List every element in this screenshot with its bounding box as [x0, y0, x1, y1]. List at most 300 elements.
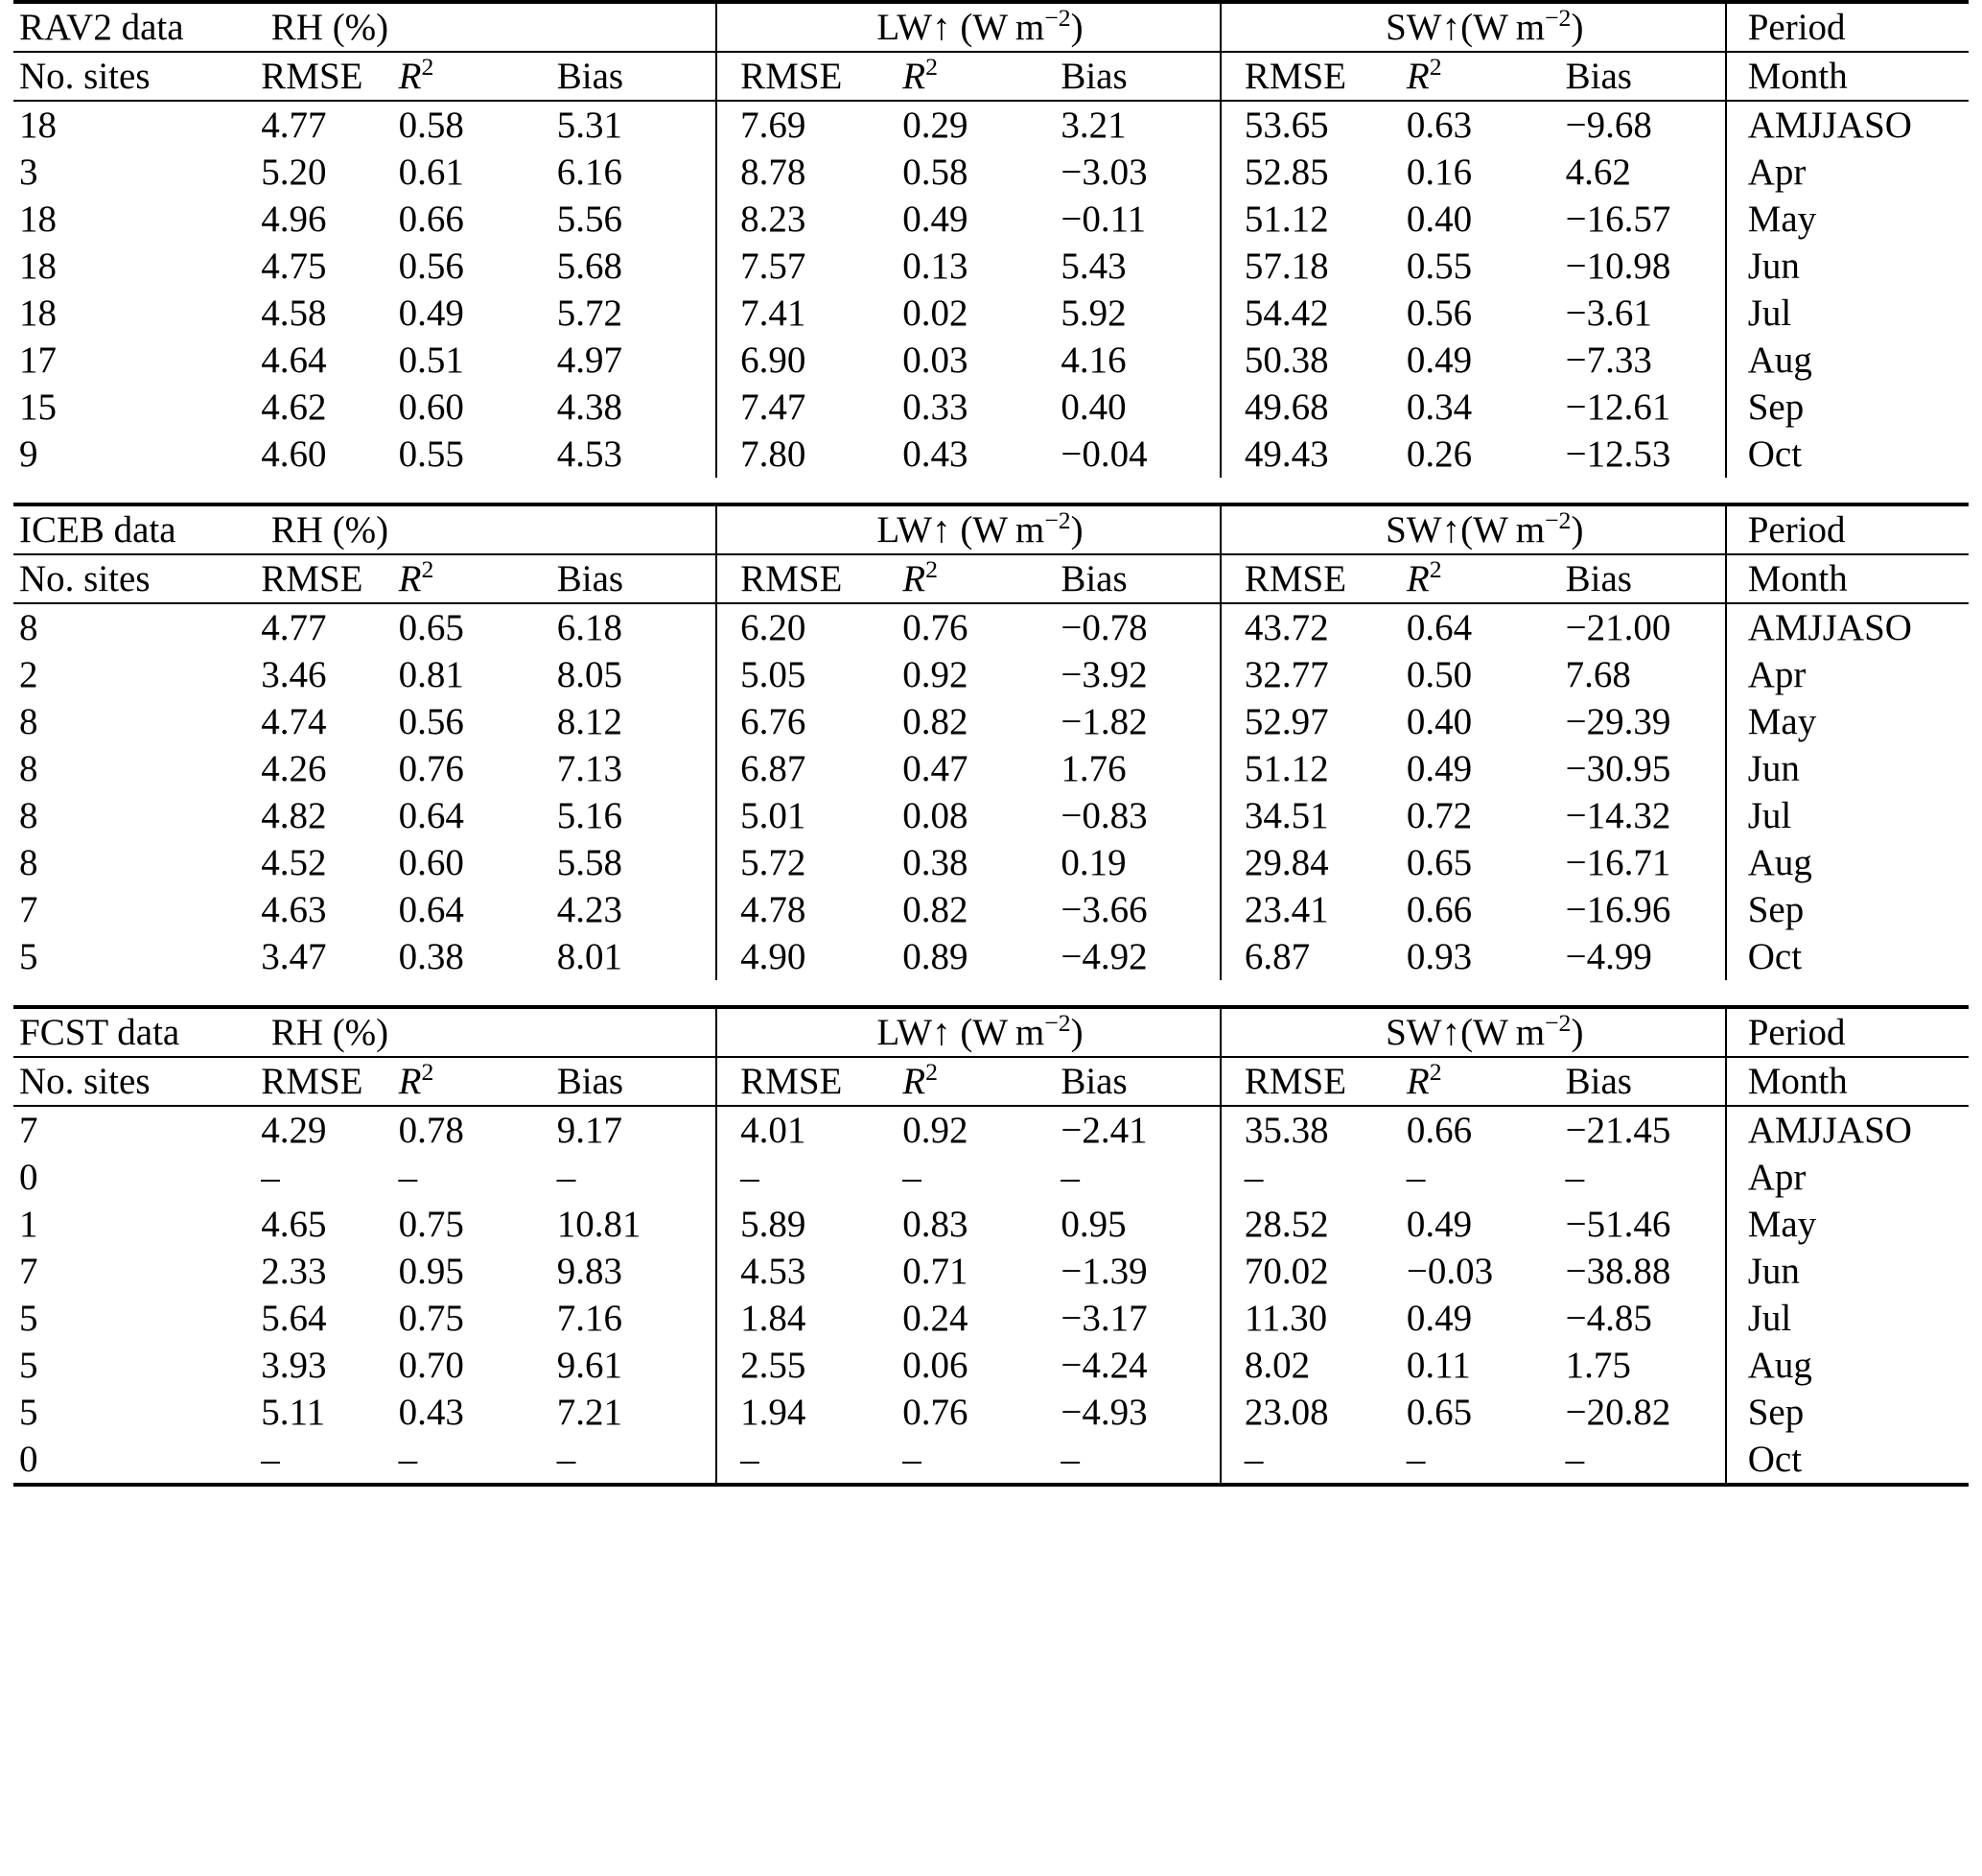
cell-rh-rmse: 4.77: [238, 603, 398, 651]
cell-sw-r2: 0.40: [1406, 701, 1473, 742]
cell-no-sites: 2: [19, 654, 38, 695]
cell-no-sites: 17: [19, 340, 57, 381]
cell-lw-rmse: 1.84: [716, 1295, 902, 1342]
header-month: Month: [1726, 554, 1969, 603]
table-row: [13, 196, 1969, 243]
cell-lw-rmse: 7.47: [716, 384, 902, 431]
cell-rh-r2: 0.38: [398, 936, 464, 977]
cell-month: Apr: [1726, 1154, 1969, 1201]
table-row: [13, 1436, 1969, 1485]
cell-rh-bias: 6.18: [557, 603, 716, 651]
cell-rh-bias: 7.13: [556, 748, 622, 789]
cell-rh-bias: 5.72: [556, 293, 622, 334]
cell-rh-bias: 4.38: [556, 387, 622, 428]
table-row: [13, 792, 1969, 839]
cell-lw-r2: 0.92: [902, 654, 968, 695]
cell-rh-rmse: 3.93: [261, 1345, 327, 1386]
cell-rh-rmse: 4.96: [261, 199, 327, 240]
table-row: [13, 290, 1969, 337]
cell-lw-r2: 0.43: [902, 434, 968, 475]
cell-rh-bias: 5.68: [556, 246, 622, 287]
cell-lw-r2: –: [902, 1157, 921, 1198]
cell-no-sites: 18: [13, 101, 238, 149]
cell-sw-rmse: 51.12: [1221, 745, 1407, 792]
cell-lw-rmse: 6.20: [716, 603, 902, 651]
cell-month: AMJJASO: [1726, 1106, 1969, 1154]
table-row: [13, 1154, 1969, 1201]
header-sw-group: SW↑(W $m^{-2}$): [1221, 1007, 1726, 1057]
table-row: [13, 149, 1969, 196]
cell-rh-bias: 5.16: [556, 795, 622, 836]
cell-sw-r2: 0.11: [1406, 1345, 1471, 1386]
table-row: [13, 745, 1969, 792]
cell-lw-bias: 5.43: [1061, 246, 1127, 287]
spacer-cell: [13, 478, 1969, 504]
cell-lw-r2: 0.76: [902, 603, 1061, 651]
table-row: [13, 839, 1969, 886]
header-sw-group: SW↑(W $m^{-2}$): [1221, 2, 1726, 52]
cell-lw-bias: –: [1061, 1157, 1080, 1198]
cell-lw-bias: −3.66: [1061, 889, 1148, 930]
cell-rh-bias: 9.83: [556, 1251, 622, 1292]
cell-no-sites: 18: [19, 293, 57, 334]
cell-lw-bias: 0.95: [1061, 1204, 1127, 1245]
cell-rh-bias: 8.01: [556, 936, 622, 977]
cell-lw-bias: –: [1061, 1439, 1080, 1480]
cell-lw-r2: 0.92: [902, 1106, 1061, 1154]
header-rh-group: RH (%): [238, 1007, 398, 1057]
cell-rh-r2: 0.78: [399, 1106, 557, 1154]
cell-lw-bias: 0.19: [1061, 842, 1127, 883]
cell-sw-bias: −21.00: [1566, 603, 1726, 651]
cell-rh-r2: 0.56: [398, 701, 464, 742]
cell-lw-bias: 4.16: [1061, 340, 1127, 381]
cell-sw-rmse: 52.85: [1221, 149, 1407, 196]
cell-rh-rmse: 4.62: [261, 387, 327, 428]
bottom-rule-cell: [13, 1485, 1969, 1487]
cell-lw-rmse: 4.53: [716, 1248, 902, 1295]
header-sw-bias: Bias: [1566, 1057, 1726, 1106]
header-sw-r2: $R^2$: [1407, 52, 1566, 101]
cell-no-sites: 5: [19, 1345, 38, 1386]
cell-month: Jul: [1726, 792, 1969, 839]
sub-header-row: [13, 52, 1969, 101]
cell-sw-r2: 0.56: [1406, 293, 1473, 334]
cell-lw-bias: 1.76: [1061, 748, 1127, 789]
cell-rh-bias: 4.97: [556, 340, 622, 381]
cell-lw-rmse: 5.01: [716, 792, 902, 839]
header-lw-group: LW↑ (W $m^{-2}$): [716, 1007, 1221, 1057]
cell-lw-r2: 0.82: [902, 889, 968, 930]
cell-rh-rmse: 5.64: [261, 1298, 327, 1339]
cell-lw-rmse: 6.76: [716, 698, 902, 745]
header-no-sites: No. sites: [13, 554, 238, 603]
cell-sw-r2: 0.49: [1406, 1204, 1473, 1245]
cell-rh-rmse: 4.60: [261, 434, 327, 475]
bottom-rule: [13, 1485, 1969, 1487]
cell-sw-bias: −7.33: [1565, 340, 1652, 381]
cell-lw-rmse: 5.72: [716, 839, 902, 886]
cell-sw-r2: 0.34: [1406, 387, 1473, 428]
cell-month: Apr: [1726, 651, 1969, 698]
block-title: ICEB data: [13, 504, 238, 554]
cell-lw-rmse: 4.78: [716, 886, 902, 933]
cell-rh-bias: 4.23: [556, 889, 622, 930]
header-period: Period: [1726, 1007, 1969, 1057]
header-lw-rmse: RMSE: [716, 52, 902, 101]
cell-sw-rmse: 51.12: [1221, 196, 1407, 243]
cell-no-sites: 5: [19, 936, 38, 977]
cell-sw-bias: −38.88: [1565, 1251, 1671, 1292]
header-rh-rmse: RMSE: [238, 1057, 398, 1106]
cell-sw-r2: 0.55: [1406, 246, 1473, 287]
cell-lw-rmse: –: [716, 1154, 902, 1201]
cell-sw-bias: −30.95: [1565, 748, 1671, 789]
cell-rh-rmse: 2.33: [261, 1251, 327, 1292]
cell-sw-bias: −16.96: [1565, 889, 1671, 930]
cell-lw-bias: −0.11: [1061, 199, 1147, 240]
cell-sw-rmse: 54.42: [1221, 290, 1407, 337]
cell-rh-r2: –: [398, 1439, 418, 1480]
cell-lw-r2: 0.38: [902, 842, 968, 883]
cell-lw-rmse: 5.05: [716, 651, 902, 698]
cell-lw-rmse: 7.57: [716, 243, 902, 290]
header-period: Period: [1726, 2, 1969, 52]
cell-sw-bias: 1.75: [1565, 1345, 1631, 1386]
cell-month: Aug: [1726, 337, 1969, 384]
cell-no-sites: 7: [19, 889, 38, 930]
table-row: [13, 1201, 1969, 1248]
cell-rh-r2: 0.64: [398, 795, 464, 836]
cell-lw-rmse: 5.89: [716, 1201, 902, 1248]
cell-month: Jul: [1726, 1295, 1969, 1342]
cell-month: Aug: [1726, 1342, 1969, 1389]
cell-rh-rmse: –: [261, 1439, 280, 1480]
cell-rh-r2: 0.64: [398, 889, 464, 930]
cell-sw-rmse: –: [1221, 1436, 1407, 1485]
cell-month: Jun: [1726, 1248, 1969, 1295]
cell-no-sites: 7: [13, 1106, 238, 1154]
header-sw-rmse: RMSE: [1221, 554, 1407, 603]
table-row: [13, 1295, 1969, 1342]
cell-rh-r2: 0.43: [398, 1392, 464, 1433]
cell-lw-rmse: 6.87: [716, 745, 902, 792]
cell-month: Aug: [1726, 839, 1969, 886]
cell-lw-r2: 0.24: [902, 1298, 968, 1339]
header-rh-bias: Bias: [557, 1057, 716, 1106]
cell-lw-rmse: 7.69: [716, 101, 902, 149]
header-lw-rmse: RMSE: [716, 554, 902, 603]
cell-sw-bias: –: [1565, 1157, 1585, 1198]
header-sw-rmse: RMSE: [1221, 52, 1407, 101]
cell-lw-bias: −0.83: [1061, 795, 1148, 836]
cell-rh-rmse: 4.63: [261, 889, 327, 930]
cell-lw-r2: 0.29: [902, 101, 1061, 149]
cell-sw-rmse: 8.02: [1221, 1342, 1407, 1389]
cell-sw-rmse: 50.38: [1221, 337, 1407, 384]
cell-sw-r2: 0.49: [1406, 1298, 1473, 1339]
table-row: [13, 1342, 1969, 1389]
cell-sw-bias: −16.57: [1565, 199, 1671, 240]
cell-rh-bias: 5.58: [556, 842, 622, 883]
cell-lw-rmse: 4.90: [716, 933, 902, 980]
header-spacer: [399, 2, 557, 52]
cell-no-sites: 0: [19, 1439, 38, 1480]
header-lw-r2: $R^2$: [902, 1057, 1061, 1106]
cell-sw-rmse: 43.72: [1221, 603, 1407, 651]
block-title: RAV2 data: [13, 2, 238, 52]
header-sw-r2: $R^2$: [1407, 554, 1566, 603]
cell-sw-rmse: 29.84: [1221, 839, 1407, 886]
header-lw-bias: Bias: [1061, 52, 1221, 101]
header-spacer: [557, 1007, 716, 1057]
statistics-table: [13, 0, 1969, 1487]
cell-sw-r2: 0.93: [1406, 936, 1473, 977]
cell-rh-r2: 0.49: [398, 293, 464, 334]
cell-month: Oct: [1726, 431, 1969, 478]
cell-lw-bias: −0.04: [1061, 434, 1148, 475]
cell-rh-rmse: –: [261, 1157, 280, 1198]
cell-no-sites: 5: [19, 1298, 38, 1339]
cell-sw-rmse: 53.65: [1221, 101, 1407, 149]
table-row: [13, 337, 1969, 384]
cell-sw-rmse: 57.18: [1221, 243, 1407, 290]
cell-rh-r2: 0.56: [398, 246, 464, 287]
cell-lw-rmse: 2.55: [716, 1342, 902, 1389]
cell-rh-rmse: 4.26: [261, 748, 327, 789]
cell-no-sites: 8: [19, 748, 38, 789]
cell-sw-bias: 4.62: [1565, 152, 1631, 193]
cell-rh-rmse: 5.11: [261, 1392, 326, 1433]
header-rh-bias: Bias: [557, 52, 716, 101]
cell-rh-bias: 9.17: [557, 1106, 716, 1154]
spacer-cell: [13, 980, 1969, 1007]
cell-rh-r2: 0.61: [398, 152, 464, 193]
sub-header-row: [13, 1057, 1969, 1106]
cell-no-sites: 8: [19, 795, 38, 836]
header-sw-group: SW↑(W $m^{-2}$): [1221, 504, 1726, 554]
cell-lw-r2: 0.02: [902, 293, 968, 334]
cell-sw-rmse: 52.97: [1221, 698, 1407, 745]
header-period: Period: [1726, 504, 1969, 554]
cell-rh-r2: 0.81: [398, 654, 464, 695]
cell-sw-bias: −12.61: [1565, 387, 1671, 428]
cell-sw-rmse: 23.08: [1221, 1389, 1407, 1436]
cell-lw-r2: 0.06: [902, 1345, 968, 1386]
cell-rh-rmse: 4.64: [261, 340, 327, 381]
cell-rh-r2: –: [398, 1157, 418, 1198]
header-lw-group: LW↑ (W $m^{-2}$): [716, 2, 1221, 52]
cell-rh-bias: 10.81: [556, 1204, 641, 1245]
cell-lw-bias: −4.93: [1061, 1392, 1148, 1433]
cell-month: Sep: [1726, 886, 1969, 933]
cell-sw-rmse: 70.02: [1221, 1248, 1407, 1295]
cell-sw-rmse: 6.87: [1221, 933, 1407, 980]
cell-no-sites: 8: [19, 701, 38, 742]
header-rh-r2: $R^2$: [399, 1057, 557, 1106]
cell-month: AMJJASO: [1726, 101, 1969, 149]
cell-lw-bias: −1.39: [1061, 1251, 1148, 1292]
header-sw-rmse: RMSE: [1221, 1057, 1407, 1106]
cell-no-sites: 9: [19, 434, 38, 475]
cell-sw-bias: −21.45: [1566, 1106, 1726, 1154]
cell-month: Apr: [1726, 149, 1969, 196]
header-spacer: [557, 504, 716, 554]
cell-sw-rmse: 49.68: [1221, 384, 1407, 431]
cell-sw-r2: 0.40: [1406, 199, 1473, 240]
cell-sw-bias: −4.99: [1565, 936, 1652, 977]
cell-rh-bias: 5.56: [556, 199, 622, 240]
cell-sw-bias: −4.85: [1565, 1298, 1652, 1339]
cell-sw-r2: −0.03: [1406, 1251, 1494, 1292]
group-header-row: [13, 504, 1969, 554]
cell-month: AMJJASO: [1726, 603, 1969, 651]
cell-sw-rmse: 35.38: [1221, 1106, 1407, 1154]
cell-rh-bias: 4.53: [556, 434, 622, 475]
cell-sw-r2: 0.50: [1406, 654, 1473, 695]
header-rh-rmse: RMSE: [238, 52, 398, 101]
cell-rh-bias: –: [556, 1157, 576, 1198]
cell-no-sites: 18: [19, 199, 57, 240]
cell-sw-rmse: –: [1221, 1154, 1407, 1201]
cell-lw-rmse: –: [716, 1436, 902, 1485]
cell-sw-bias: −16.71: [1565, 842, 1671, 883]
cell-rh-rmse: 4.52: [261, 842, 327, 883]
cell-sw-bias: −14.32: [1565, 795, 1671, 836]
cell-rh-bias: 5.31: [557, 101, 716, 149]
cell-sw-bias: −10.98: [1565, 246, 1671, 287]
header-lw-rmse: RMSE: [716, 1057, 902, 1106]
cell-rh-r2: 0.51: [398, 340, 464, 381]
table-row: [13, 1248, 1969, 1295]
cell-no-sites: 7: [19, 1251, 38, 1292]
table-row: [13, 1389, 1969, 1436]
cell-rh-r2: 0.60: [398, 842, 464, 883]
cell-lw-rmse: 8.78: [716, 149, 902, 196]
cell-lw-r2: 0.71: [902, 1251, 968, 1292]
cell-sw-r2: –: [1406, 1157, 1426, 1198]
cell-rh-r2: 0.58: [399, 101, 557, 149]
cell-sw-rmse: 11.30: [1221, 1295, 1407, 1342]
cell-sw-rmse: 32.77: [1221, 651, 1407, 698]
cell-rh-bias: 9.61: [556, 1345, 622, 1386]
table-row: [13, 431, 1969, 478]
cell-no-sites: 5: [19, 1392, 38, 1433]
group-header-row: [13, 2, 1969, 52]
cell-lw-rmse: 8.23: [716, 196, 902, 243]
cell-sw-rmse: 34.51: [1221, 792, 1407, 839]
header-spacer: [399, 1007, 557, 1057]
cell-rh-r2: 0.60: [398, 387, 464, 428]
header-rh-group: RH (%): [238, 504, 398, 554]
cell-sw-bias: 7.68: [1565, 654, 1631, 695]
cell-lw-rmse: 7.41: [716, 290, 902, 337]
header-sw-bias: Bias: [1566, 554, 1726, 603]
header-spacer: [399, 504, 557, 554]
cell-rh-bias: 7.21: [556, 1392, 622, 1433]
cell-rh-rmse: 4.74: [261, 701, 327, 742]
cell-lw-bias: 3.21: [1061, 101, 1221, 149]
cell-sw-r2: 0.65: [1406, 1392, 1473, 1433]
cell-rh-rmse: 3.46: [261, 654, 327, 695]
cell-rh-r2: 0.66: [398, 199, 464, 240]
cell-month: Sep: [1726, 384, 1969, 431]
cell-no-sites: 1: [19, 1204, 38, 1245]
cell-lw-bias: −3.92: [1061, 654, 1148, 695]
cell-lw-r2: –: [902, 1439, 921, 1480]
cell-rh-rmse: 5.20: [261, 152, 327, 193]
cell-sw-bias: −12.53: [1565, 434, 1671, 475]
cell-month: Sep: [1726, 1389, 1969, 1436]
cell-rh-rmse: 4.65: [261, 1204, 327, 1245]
cell-lw-bias: 0.40: [1061, 387, 1127, 428]
cell-rh-r2: 0.76: [398, 748, 464, 789]
cell-sw-r2: 0.63: [1407, 101, 1566, 149]
cell-rh-rmse: 4.82: [261, 795, 327, 836]
cell-month: May: [1726, 196, 1969, 243]
cell-lw-r2: 0.49: [902, 199, 968, 240]
block-spacer: [13, 980, 1969, 1007]
cell-rh-bias: 7.16: [556, 1298, 622, 1339]
cell-month: Jun: [1726, 745, 1969, 792]
table-row: [13, 698, 1969, 745]
cell-rh-bias: 6.16: [556, 152, 622, 193]
cell-no-sites: 8: [13, 603, 238, 651]
cell-lw-r2: 0.58: [902, 152, 968, 193]
header-lw-r2: $R^2$: [902, 554, 1061, 603]
group-header-row: [13, 1007, 1969, 1057]
cell-sw-rmse: 49.43: [1221, 431, 1407, 478]
header-lw-bias: Bias: [1061, 1057, 1221, 1106]
cell-rh-bias: 8.05: [556, 654, 622, 695]
table-row: [13, 243, 1969, 290]
header-lw-r2: $R^2$: [902, 52, 1061, 101]
header-sw-r2: $R^2$: [1407, 1057, 1566, 1106]
cell-sw-r2: 0.26: [1406, 434, 1473, 475]
cell-lw-rmse: 7.80: [716, 431, 902, 478]
table-row: [13, 651, 1969, 698]
cell-month: Oct: [1726, 1436, 1969, 1485]
header-sw-bias: Bias: [1566, 52, 1726, 101]
header-rh-group: RH (%): [238, 2, 398, 52]
cell-month: Jun: [1726, 243, 1969, 290]
cell-sw-bias: −20.82: [1565, 1392, 1671, 1433]
cell-rh-bias: 8.12: [556, 701, 622, 742]
cell-lw-r2: 0.08: [902, 795, 968, 836]
cell-sw-r2: 0.49: [1406, 340, 1473, 381]
cell-sw-r2: 0.66: [1406, 889, 1473, 930]
cell-rh-r2: 0.65: [399, 603, 557, 651]
cell-sw-bias: –: [1565, 1439, 1585, 1480]
cell-rh-r2: 0.70: [398, 1345, 464, 1386]
cell-rh-r2: 0.55: [398, 434, 464, 475]
cell-rh-rmse: 4.58: [261, 293, 327, 334]
cell-sw-r2: 0.16: [1406, 152, 1473, 193]
table-row: [13, 101, 1969, 149]
cell-rh-r2: 0.75: [398, 1298, 464, 1339]
cell-sw-r2: 0.49: [1406, 748, 1473, 789]
cell-no-sites: 18: [19, 246, 57, 287]
cell-sw-bias: −9.68: [1566, 101, 1726, 149]
header-rh-r2: $R^2$: [399, 52, 557, 101]
cell-sw-r2: 0.64: [1407, 603, 1566, 651]
cell-no-sites: 8: [19, 842, 38, 883]
cell-no-sites: 15: [19, 387, 57, 428]
cell-lw-rmse: 1.94: [716, 1389, 902, 1436]
cell-sw-bias: −3.61: [1565, 293, 1652, 334]
cell-lw-r2: 0.89: [902, 936, 968, 977]
cell-sw-r2: 0.66: [1407, 1106, 1566, 1154]
